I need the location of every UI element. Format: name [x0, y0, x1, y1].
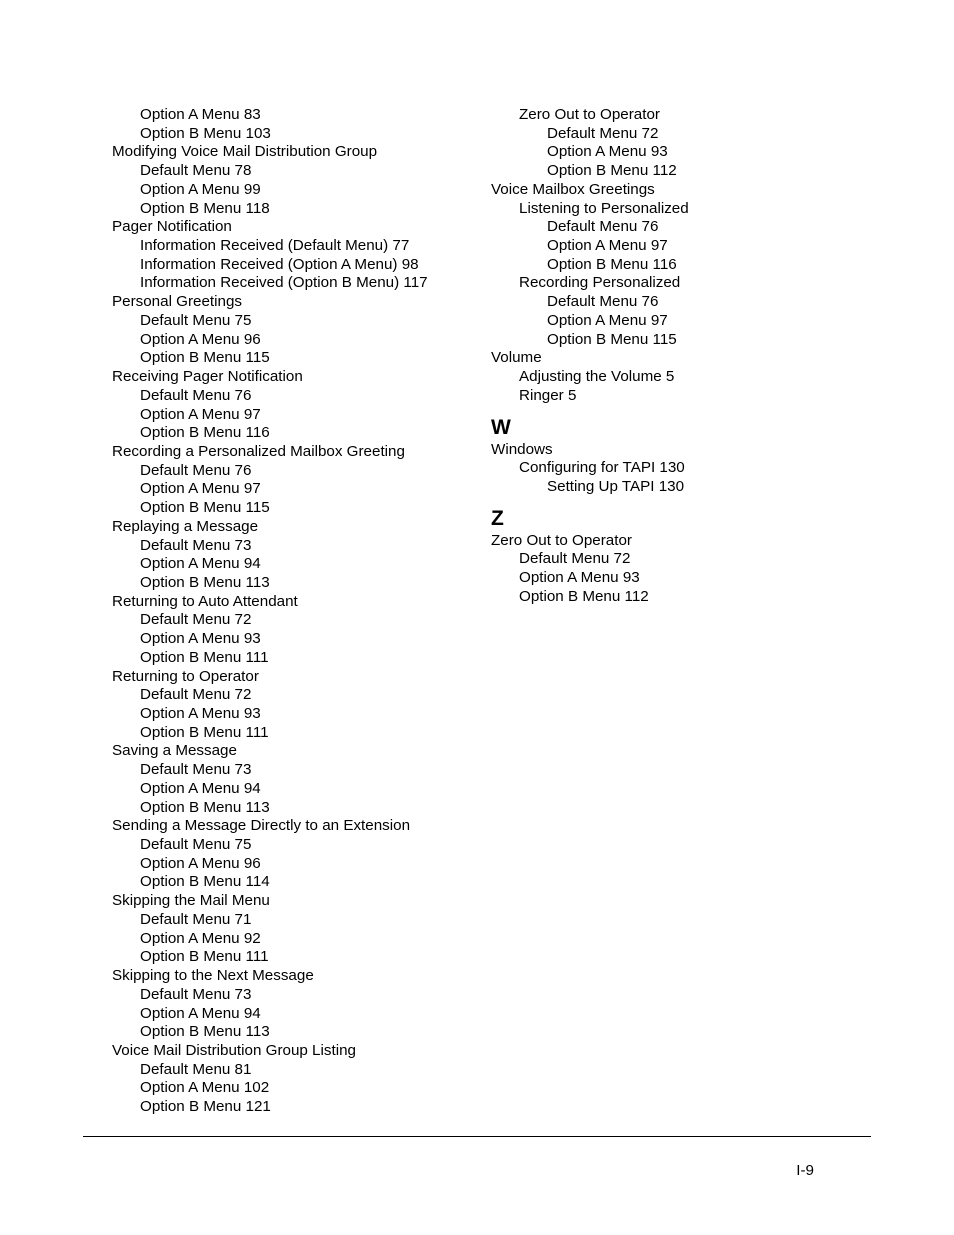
index-subentry: Option B Menu 103	[140, 124, 271, 142]
index-subentry: Option A Menu 93	[140, 630, 261, 648]
index-subentry: Option B Menu 115	[140, 349, 270, 367]
index-subentry: Information Received (Option B Menu) 117	[140, 274, 428, 292]
index-entry: Returning to Operator	[112, 667, 259, 685]
index-subentry: Default Menu 75	[140, 311, 252, 329]
index-subentry: Option A Menu 94	[140, 779, 261, 797]
index-entry: Modifying Voice Mail Distribution Group	[112, 143, 378, 161]
index-subentry: Option B Menu 118	[140, 199, 270, 217]
index-subentry: Default Menu 76	[140, 461, 252, 479]
index-subentry: Default Menu 71	[140, 910, 252, 928]
index-subentry: Listening to Personalized	[519, 199, 689, 217]
index-subentry: Option A Menu 96	[140, 854, 261, 872]
index-entry: Receiving Pager Notification	[112, 368, 303, 386]
index-entry: Voice Mailbox Greetings	[491, 180, 655, 198]
index-entry: Voice Mail Distribution Group Listing	[112, 1041, 356, 1059]
index-subentry: Option B Menu 112	[547, 162, 677, 180]
index-subentry: Option B Menu 121	[140, 1098, 271, 1116]
index-entry: Saving a Message	[112, 742, 237, 760]
index-subentry: Default Menu 72	[140, 686, 252, 704]
index-subentry: Option A Menu 93	[547, 143, 668, 161]
index-entry: Recording a Personalized Mailbox Greeting	[112, 442, 405, 460]
index-subentry: Option A Menu 102	[140, 1079, 270, 1097]
index-subentry: Configuring for TAPI 130	[519, 459, 685, 477]
index-subentry: Option A Menu 93	[140, 705, 261, 722]
index-subentry: Recording Personalized	[519, 274, 681, 292]
index-subentry: Option A Menu 83	[140, 106, 261, 123]
index-subentry: Option A Menu 97	[140, 480, 261, 498]
index-letter-heading: W	[491, 415, 511, 439]
index-column-right	[491, 106, 851, 607]
index-subentry: Default Menu 73	[140, 536, 252, 554]
index-subentry: Default Menu 76	[547, 218, 659, 236]
index-subentry: Option B Menu 114	[140, 873, 270, 891]
index-entry: Zero Out to Operator	[491, 531, 632, 549]
index-subentry: Option B Menu 116	[547, 255, 677, 273]
index-subentry: Default Menu 72	[519, 550, 631, 568]
index-subentry: Option A Menu 97	[547, 311, 668, 329]
index-entry: Returning to Auto Attendant	[112, 592, 298, 610]
index-subentry: Default Menu 78	[140, 162, 252, 180]
index-entry: Sending a Message Directly to an Extension	[112, 817, 411, 835]
index-subentry: Information Received (Default Menu) 77	[140, 237, 410, 255]
index-entry: Volume	[491, 349, 542, 367]
index-subentry: Option B Menu 111	[140, 648, 269, 666]
index-subentry: Default Menu 73	[140, 985, 252, 1003]
index-subentry: Option B Menu 111	[140, 948, 269, 966]
index-subentry: Option A Menu 94	[140, 1004, 261, 1022]
index-subentry: Zero Out to Operator	[519, 106, 660, 123]
index-subentry: Option B Menu 113	[140, 798, 270, 816]
index-subentry: Option A Menu 93	[519, 569, 640, 587]
page-number: I-9	[796, 1162, 814, 1179]
index-subentry: Default Menu 72	[140, 611, 252, 629]
index-subentry: Default Menu 75	[140, 836, 252, 854]
index-subentry: Option A Menu 97	[547, 237, 668, 255]
index-subentry: Adjusting the Volume 5	[519, 368, 675, 386]
index-subentry: Option A Menu 94	[140, 555, 261, 573]
index-subentry: Option B Menu 115	[140, 499, 270, 517]
index-entry: Personal Greetings	[112, 293, 243, 311]
index-entry: Pager Notification	[112, 218, 232, 236]
index-subentry: Option B Menu 111	[140, 723, 269, 741]
index-subentry: Option B Menu 116	[140, 424, 270, 442]
index-subentry: Option B Menu 113	[140, 1023, 270, 1041]
index-subentry: Option B Menu 113	[140, 573, 270, 591]
index-subentry: Default Menu 72	[547, 124, 659, 142]
index-subentry: Setting Up TAPI 130	[547, 477, 685, 495]
index-subentry: Ringer 5	[519, 386, 577, 404]
index-entry: Windows	[491, 440, 553, 458]
index-subentry: Default Menu 73	[140, 761, 252, 779]
index-subentry: Option A Menu 92	[140, 929, 261, 947]
index-entry: Skipping to the Next Message	[112, 967, 314, 985]
index-subentry: Option A Menu 97	[140, 405, 261, 423]
index-subentry: Option B Menu 115	[547, 330, 677, 348]
index-subentry: Option A Menu 99	[140, 180, 261, 198]
index-column-left	[112, 106, 472, 1117]
index-subentry: Option A Menu 96	[140, 330, 261, 348]
index-subentry: Default Menu 76	[140, 386, 252, 404]
index-letter-heading: Z	[491, 506, 504, 530]
footer-rule	[83, 1136, 871, 1137]
index-subentry: Default Menu 76	[547, 293, 659, 311]
index-subentry: Option B Menu 112	[519, 587, 649, 605]
index-subentry: Information Received (Option A Menu) 98	[140, 255, 419, 273]
index-entry: Skipping the Mail Menu	[112, 892, 270, 910]
index-subentry: Default Menu 81	[140, 1060, 252, 1078]
index-entry: Replaying a Message	[112, 517, 259, 535]
